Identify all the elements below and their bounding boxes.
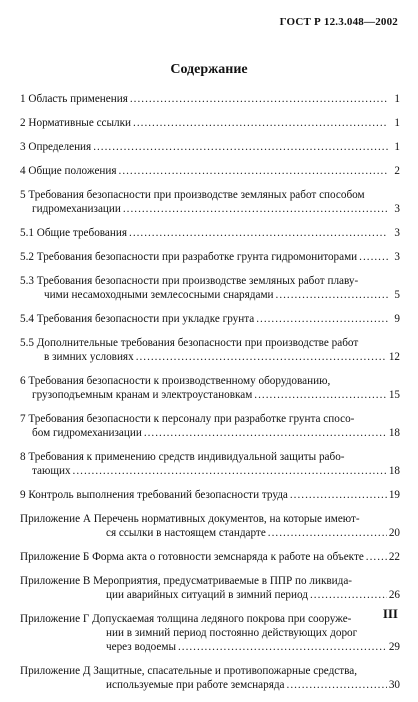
toc-entry-page: 22	[388, 551, 400, 563]
dot-leader	[119, 164, 388, 178]
toc-entry-page: 1	[394, 141, 400, 153]
dot-leader	[93, 140, 388, 154]
toc-entry-page: 2	[394, 165, 400, 177]
toc-entry-line: Приложение В Мероприятия, предусматриваемые в ППР по ликвида-	[20, 575, 353, 587]
toc-entry-title: в зимних условиях	[44, 351, 134, 363]
toc-entry-title: используемые при работе земснаряда	[106, 679, 285, 691]
toc-entry-title: ся ссылки в настоящем стандарте	[106, 527, 266, 539]
toc-entry	[20, 312, 400, 326]
table-of-contents	[20, 92, 400, 702]
toc-entry-title: 4 Общие положения	[20, 165, 117, 177]
toc-entry-line: 6 Требования безопасности к производственному оборудованию,	[20, 375, 331, 387]
toc-entry-line: Приложение Г Допускаемая толщина ледяного покрова при сооруже-	[20, 613, 352, 625]
toc-entry	[20, 188, 400, 216]
toc-entry	[20, 164, 400, 178]
toc-entry-title: 9 Контроль выполнения требований безопасности труда	[20, 489, 288, 501]
toc-entry	[20, 488, 400, 502]
toc-entry-page: 3	[394, 203, 400, 215]
toc-entry-page: 18	[388, 427, 400, 439]
toc-entry	[20, 116, 400, 130]
toc-entry-page: 3	[394, 227, 400, 239]
toc-entry-line: Приложение А Перечень нормативных документов, на которые имеют-	[20, 513, 360, 525]
toc-entry	[20, 140, 400, 154]
toc-entry-title: 5.4 Требования безопасности при укладке грунта	[20, 313, 255, 325]
dot-leader	[276, 288, 388, 302]
toc-entry-line: 7 Требования безопасности к персоналу при разработке грунта спосо-	[20, 413, 355, 425]
page-title: Содержание	[170, 62, 248, 77]
dot-leader	[290, 488, 387, 502]
toc-entry-title: 2 Нормативные ссылки	[20, 117, 132, 129]
toc-entry-line: Приложение Д Защитные, спасательные и противопожарные средства,	[20, 665, 358, 677]
toc-entry-line: нии в зимний период постоянно действующих дорог	[106, 627, 358, 639]
toc-entry-page: 12	[388, 351, 400, 363]
toc-entry-page: 30	[388, 679, 400, 691]
toc-entry-title: 3 Определения	[20, 141, 92, 153]
dot-leader	[73, 464, 387, 478]
toc-entry-title: через водоемы	[106, 641, 176, 653]
page-number: III	[382, 606, 398, 621]
dot-leader	[144, 426, 387, 440]
toc-entry-title: 5.2 Требования безопасности при разработке грунта гидромониторами	[20, 251, 358, 263]
toc-entry-page: 3	[394, 251, 400, 263]
dot-leader	[178, 640, 387, 654]
toc-entry-title: 1 Область применения	[20, 93, 128, 105]
toc-entry-page: 9	[394, 313, 400, 325]
toc-entry	[20, 336, 400, 364]
toc-entry	[20, 274, 400, 302]
toc-entry-page: 18	[388, 465, 400, 477]
toc-entry-title: чими несамоходными землесосными снарядами	[44, 289, 274, 301]
toc-entry-title: 5.1 Общие требования	[20, 227, 128, 239]
toc-entry	[20, 550, 400, 564]
toc-entry-page: 15	[388, 389, 400, 401]
dot-leader	[359, 250, 388, 264]
toc-entry-title: ции аварийных ситуаций в зимний период	[106, 589, 308, 601]
dot-leader	[256, 312, 388, 326]
toc-entry	[20, 574, 400, 602]
toc-entry-page: 19	[388, 489, 400, 501]
dot-leader	[310, 588, 387, 602]
toc-entry	[20, 250, 400, 264]
toc-entry	[20, 92, 400, 106]
dot-leader	[136, 350, 387, 364]
toc-entry-line: 8 Требования к применению средств индивидуальной защиты рабо-	[20, 451, 345, 463]
toc-entry	[20, 450, 400, 478]
dot-leader	[366, 550, 387, 564]
dot-leader	[129, 226, 388, 240]
toc-entry-title: гидромеханизации	[32, 203, 121, 215]
dot-leader	[123, 202, 388, 216]
toc-entry	[20, 412, 400, 440]
document-header: ГОСТ Р 12.3.048—2002	[279, 16, 398, 28]
toc-entry	[20, 226, 400, 240]
toc-entry-page: 20	[388, 527, 400, 539]
toc-entry	[20, 664, 400, 692]
toc-entry-page: 26	[388, 589, 400, 601]
toc-entry	[20, 374, 400, 402]
toc-entry-page: 29	[388, 641, 400, 653]
toc-entry-title: Приложение Б Форма акта о готовности земснаряда к работе на объекте	[20, 551, 364, 563]
toc-entry-page: 5	[394, 289, 400, 301]
toc-entry-page: 1	[394, 93, 400, 105]
dot-leader	[287, 678, 387, 692]
toc-entry	[20, 612, 400, 654]
toc-entry-title: бом гидромеханизации	[32, 427, 142, 439]
toc-entry-line: 5.5 Дополнительные требования безопасности при производстве работ	[20, 337, 359, 349]
dot-leader	[130, 92, 388, 106]
dot-leader	[254, 388, 387, 402]
toc-entry-line: 5.3 Требования безопасности при производстве земляных работ плаву-	[20, 275, 359, 287]
toc-entry	[20, 512, 400, 540]
toc-entry-title: тающих	[32, 465, 71, 477]
dot-leader	[133, 116, 388, 130]
toc-entry-line: 5 Требования безопасности при производстве земляных работ способом	[20, 189, 365, 201]
dot-leader	[268, 526, 387, 540]
toc-entry-page: 1	[394, 117, 400, 129]
toc-entry-title: грузоподъемным кранам и электроустановкам	[32, 389, 253, 401]
